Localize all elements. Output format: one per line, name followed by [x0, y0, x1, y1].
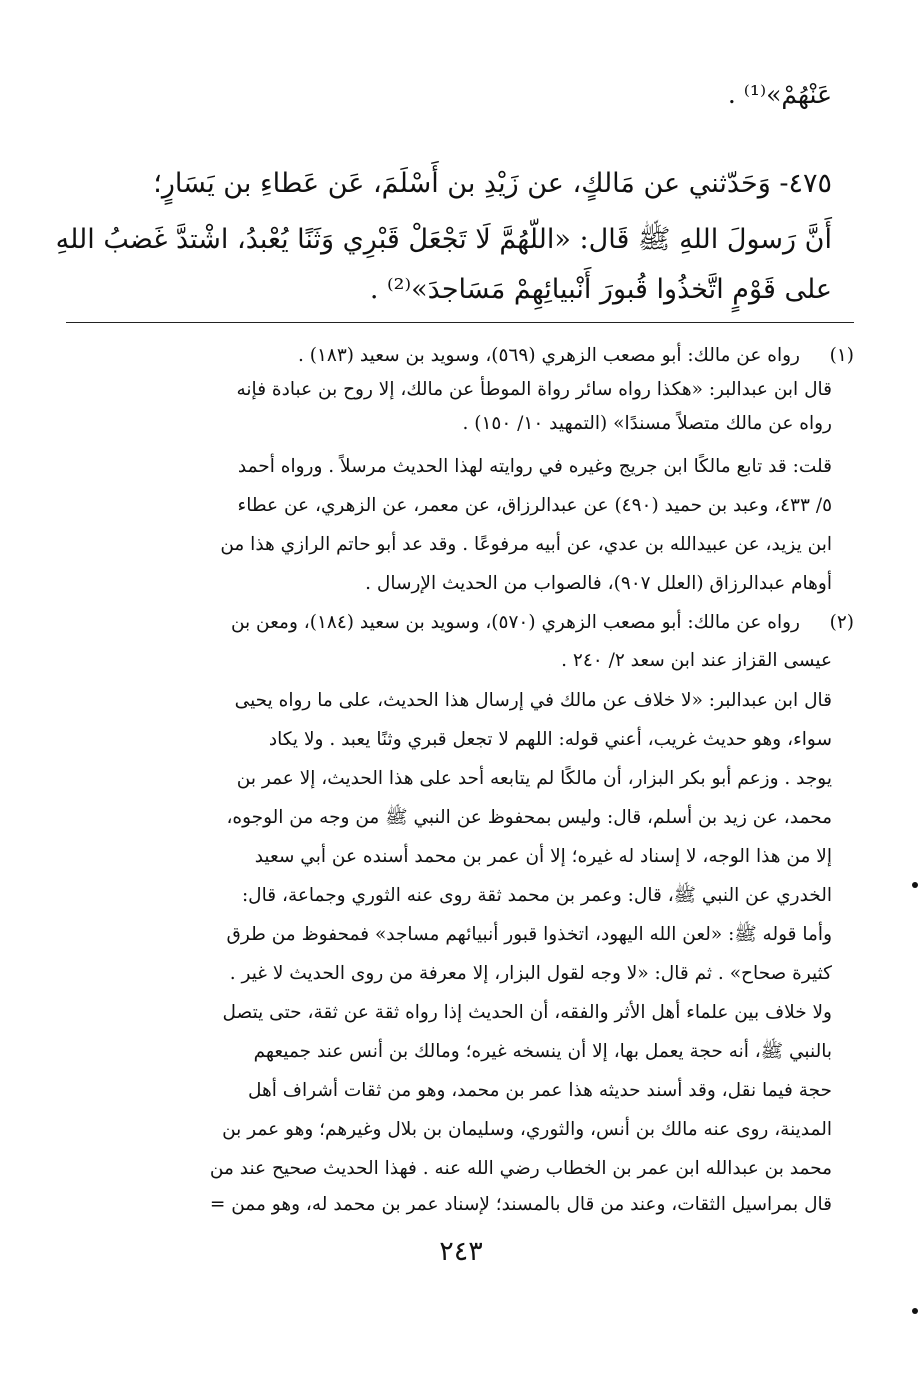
footnote-line: قلت: قد تابع مالكًا ابن جريج وغيره في روايته لهذا الحديث مرسلاً . ورواه أحمد	[237, 456, 832, 477]
scan-speck	[912, 882, 918, 888]
footnote-line: ولا خلاف بين علماء أهل الأثر والفقه، أن الحديث إذا رواه ثقة عن ثقة، حتى يتصل	[222, 1002, 832, 1023]
footnote-line: يوجد . وزعم أبو بكر البزار، أن مالكًا لم يتابعه أحد على هذا الحديث، إلا عمر بن	[236, 768, 832, 789]
page-number: ٢٤٣	[439, 1236, 483, 1267]
footnote-line: الخدري عن النبي ﷺ، قال: وعمر بن محمد ثقة روى عنه الثوري وجماعة، قال:	[241, 885, 832, 906]
footnote-line: إلا من هذا الوجه، لا إسناد له غيره؛ إلا أن عمر بن محمد أسنده عن أبي سعيد	[254, 846, 832, 867]
footnote-line: كثيرة صحاح» . ثم قال: «لا وجه لقول البزار، إلا معرفة من روى الحديث لا غير .	[229, 963, 832, 984]
hadith-line: ٤٧٥- وَحَدّثني عن مَالكٍ، عن زَيْدِ بن أَسْلَمَ، عَن عَطاءِ بن يَسَارٍ؛	[153, 168, 832, 199]
footnote-line: محمد، عن زيد بن أسلم، قال: وليس بمحفوظ عن النبي ﷺ من وجه من الوجوه،	[226, 807, 832, 828]
footnote-line: رواه عن مالك متصلاً مسندًا» (التمهيد ١٠/ ١٥٠) .	[462, 413, 832, 434]
continuation-line: عَنْهُمْ»⁽¹⁾ .	[727, 80, 832, 109]
footnote-line: بالنبي ﷺ، أنه حجة يعمل بها، إلا أن ينسخه غيره؛ ومالك بن أنس عند جميعهم	[253, 1041, 832, 1062]
hadith-line: على قَوْمٍ اتَّخذُوا قُبورَ أَنْبيائِهِمْ مَسَاجدَ»⁽²⁾ .	[369, 274, 832, 305]
scan-speck	[912, 1308, 918, 1314]
footnote-line: رواه عن مالك: أبو مصعب الزهري (٥٦٩)، وسويد بن سعيد (١٨٣) .	[298, 345, 800, 366]
footnote-line: رواه عن مالك: أبو مصعب الزهري (٥٧٠)، وسويد بن سعيد (١٨٤)، ومعن بن	[230, 612, 800, 633]
footnote-line: عيسى القزاز عند ابن سعد ٢/ ٢٤٠ .	[561, 650, 832, 671]
footnote-line: حجة فيما نقل، وقد أسند حديثه هذا عمر بن محمد، وهو من ثقات أشراف أهل	[248, 1080, 832, 1101]
footnote-line: ٥/ ٤٣٣، وعبد بن حميد (٤٩٠) عن عبدالرزاق، عن معمر، عن الزهري، عن عطاء	[237, 495, 832, 516]
hadith-line: أَنَّ رَسولَ اللهِ ﷺ قَال: «اللّهُمَّ لَا تَجْعَلْ قَبْرِي وَثَنًا يُعْبدُ، اشْتدَّ غَضبُ اللهِ	[55, 224, 832, 255]
footnote-line: المدينة، روى عنه مالك بن أنس، والثوري، وسليمان بن بلال وغيرهم؛ وهو عمر بن	[222, 1119, 832, 1140]
footnote-line: محمد بن عبدالله ابن عمر بن الخطاب رضي الله عنه . فهذا الحديث صحيح عند من	[209, 1158, 832, 1179]
footnote-line: سواء، وهو حديث غريب، أعني قوله: اللهم لا تجعل قبري وثنًا يعبد . ولا يكاد	[268, 729, 832, 750]
footnote-line: وأما قوله ﷺ: «لعن الله اليهود، اتخذوا قبور أنبيائهم مساجد» فمحفوظ من طرق	[226, 924, 832, 945]
footnote-line: ابن يزيد، عن عبيدالله بن عدي، عن أبيه مرفوعًا . وقد عد أبو حاتم الرازي هذا من	[220, 534, 832, 555]
footnote-marker: (٢)	[829, 612, 854, 633]
footnote-separator	[66, 322, 854, 323]
footnote-line: قال بمراسيل الثقات، وعند من قال بالمسند؛ لإسناد عمر بن محمد له، وهو ممن =	[209, 1194, 832, 1215]
footnote-line: قال ابن عبدالبر: «لا خلاف عن مالك في إرسال هذا الحديث، على ما رواه يحيى	[234, 690, 832, 711]
footnote-line: أوهام عبدالرزاق (العلل ٩٠٧)، فالصواب من الحديث الإرسال .	[365, 573, 832, 594]
footnote-line: قال ابن عبدالبر: «هكذا رواه سائر رواة الموطأ عن مالك، إلا روح بن عبادة فإنه	[236, 379, 832, 400]
footnote-marker: (١)	[829, 345, 854, 366]
